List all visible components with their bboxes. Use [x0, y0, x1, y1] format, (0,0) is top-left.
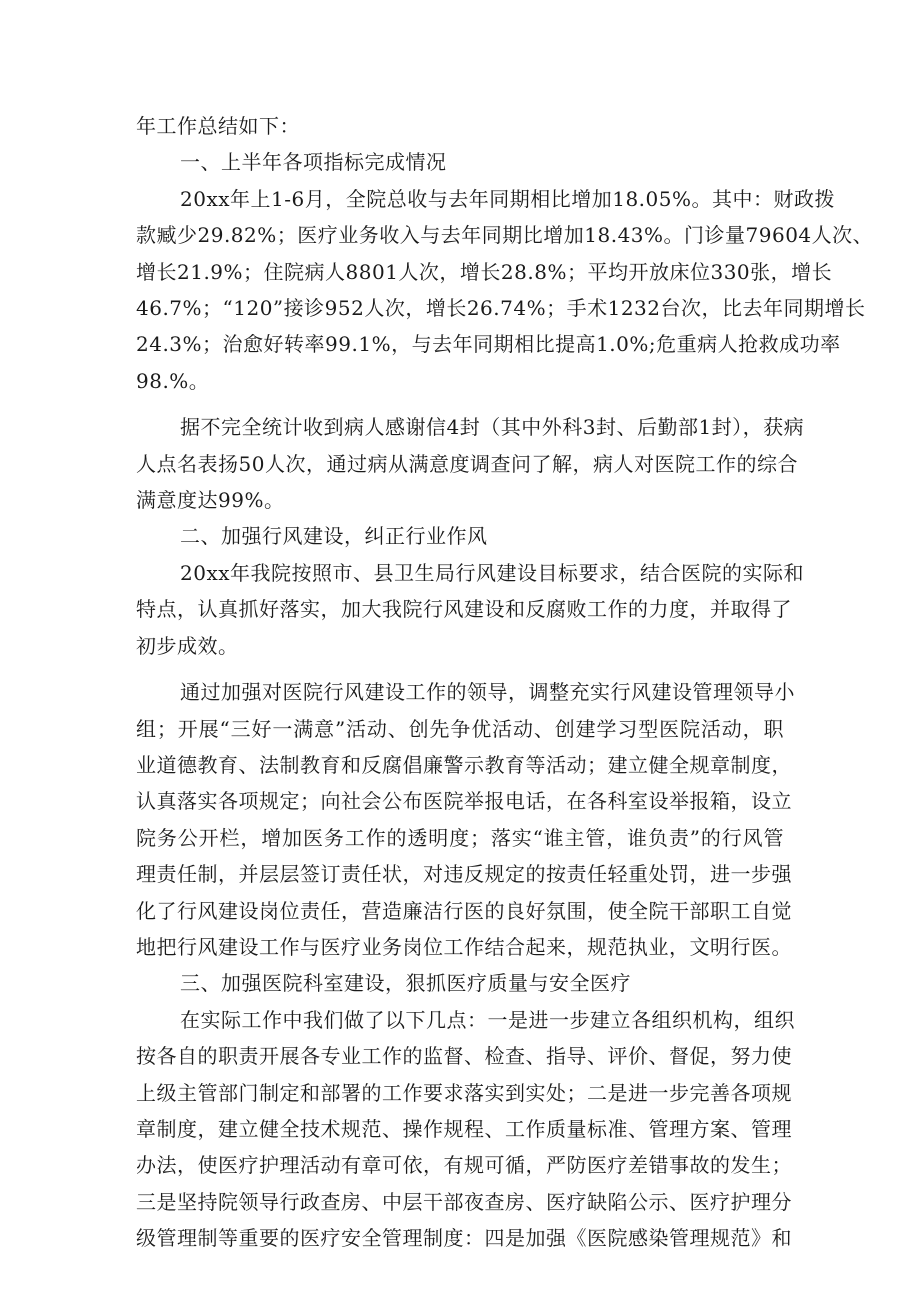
section-heading-3: 三、加强医院科室建设，狠抓医疗质量与安全医疗 — [180, 971, 631, 996]
text-line: 款臧少29.82%；医疗业务收入与去年同期比增加18.43%。门诊量79604人次、 — [136, 223, 874, 248]
text-line: 认真落实各项规定；向社会公布医院举报电话，在各科室设举报箱，设立 — [136, 789, 792, 814]
paragraph-satisfaction — [136, 409, 805, 518]
text-line: 46.7%；“120”接诊952人次，增长26.74%；手术1232台次，比去年同期增长 — [136, 296, 866, 321]
text-line: 在实际工作中我们做了以下几点：一是进一步建立各组织机构，组织 — [180, 1007, 795, 1032]
text-line: 满意度达99%。 — [136, 488, 285, 513]
text-line: 增长21.9%；住院病人8801人次，增长28.8%；平均开放床位330张，增长 — [136, 259, 833, 284]
text-line: 组；开展“三好一满意”活动、创先争优活动、创建学习型医院活动，职 — [136, 716, 784, 741]
text-line: 级管理制等重要的医疗安全管理制度：四是加强《医院感染管理规范》和 — [136, 1226, 792, 1251]
text-line: 院务公开栏，增加医务工作的透明度；落实“谁主管，谁负责”的行风管 — [136, 825, 784, 850]
text-line: 24.3%；治愈好转率99.1%，与去年同期相比提高1.0%;危重病人抢救成功率 — [136, 332, 841, 357]
text-line: 特点，认真抓好落实，加大我院行风建设和反腐败工作的力度，并取得了 — [136, 597, 792, 622]
paragraph-conduct-goals — [136, 555, 805, 664]
document-page — [136, 108, 874, 1257]
paragraph-conduct-measures — [136, 674, 795, 965]
section-heading-2: 二、加强行风建设，纠正行业作风 — [180, 524, 488, 549]
text-line: 人点名表扬50人次，通过病从满意度调查问了解，病人对医院工作的综合 — [136, 451, 798, 476]
section-heading-1: 一、上半年各项指标完成情况 — [180, 150, 447, 175]
intro-line: 年工作总结如下： — [136, 114, 300, 138]
text-line: 初步成效。 — [136, 633, 239, 658]
text-line: 按各自的职责开展各专业工作的监督、检查、指导、评价、督促，努力使 — [136, 1044, 792, 1069]
text-line: 通过加强对医院行风建设工作的领导，调整充实行风建设管理领导小 — [180, 680, 795, 705]
text-line: 据不完全统计收到病人感谢信4封（其中外科3封、后勤部1封），获病 — [180, 415, 805, 440]
text-line: 三是坚持院领导行政查房、中层干部夜查房、医疗缺陷公示、医疗护理分 — [136, 1189, 792, 1214]
text-line: 20xx年我院按照市、县卫生局行风建设目标要求，结合医院的实际和 — [180, 560, 805, 585]
text-line: 上级主管部门制定和部署的工作要求落实到实处；二是进一步完善各项规 — [136, 1080, 792, 1105]
text-line: 业道德教育、法制教育和反腐倡廉警示教育等活动；建立健全规章制度， — [136, 752, 792, 777]
text-line: 98.%。 — [136, 368, 210, 393]
text-line: 理责任制，并层层签订责任状，对违反规定的按责任轻重处罚，进一步强 — [136, 862, 792, 887]
paragraph-stats — [136, 181, 874, 399]
text-line: 20xx年上1-6月，全院总收与去年同期相比增加18.05%。其中：财政拨 — [180, 186, 835, 211]
text-line: 办法，使医疗护理活动有章可依，有规可循，严防医疗差错事故的发生； — [136, 1153, 792, 1178]
text-line: 化了行风建设岗位责任，营造廉洁行医的良好氛围，使全院干部职工自觉 — [136, 898, 792, 923]
paragraph-quality-safety — [136, 1002, 795, 1257]
text-line: 地把行风建设工作与医疗业务岗位工作结合起来，规范执业，文明行医。 — [136, 934, 792, 959]
text-line: 章制度，建立健全技术规范、操作规程、工作质量标准、管理方案、管理 — [136, 1116, 792, 1141]
